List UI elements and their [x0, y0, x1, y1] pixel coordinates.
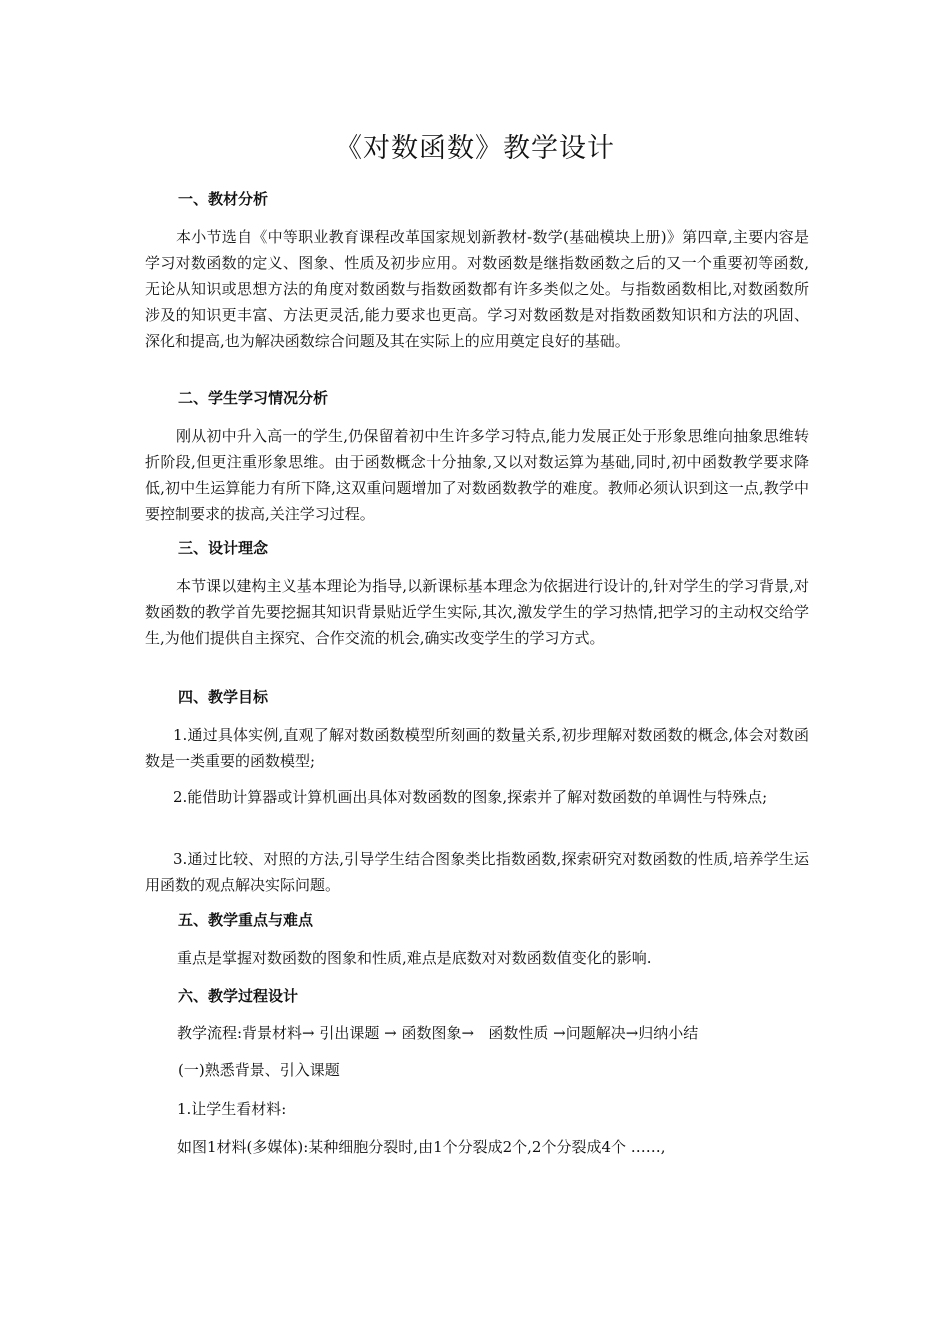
section-heading-key-points: 五、教学重点与难点: [178, 911, 314, 929]
teaching-goal-item: 2.能借助计算器或计算机画出具体对数函数的图象,探索并了解对数函数的单调性与特殊点;: [173, 788, 768, 806]
section-paragraph-design-concept: 本节课以建构主义基本理论为指导,以新课标基本理念为依据进行设计的,针对学生的学习背景,对数函数的教学首先要挖掘其知识背景贴近学生实际,其次,激发学生的学习热情,把学习的主动权交给学生,为他们提供自主探究、合作交流的机会,确实改变学生的学习方式。: [145, 577, 809, 647]
teaching-flow-line: 教学流程:背景材料→ 引出课题 → 函数图象→ 函数性质 →问题解决→归纳小结: [177, 1024, 699, 1042]
section-heading-student-analysis: 二、学生学习情况分析: [178, 389, 329, 407]
subsection-heading: (一)熟悉背景、引入课题: [178, 1061, 340, 1079]
teaching-goal-item: 3.通过比较、对照的方法,引导学生结合图象类比指数函数,探索研究对数函数的性质,培养学生运用函数的观点解决实际问题。: [145, 850, 809, 894]
process-step-line: 1.让学生看材料:: [177, 1100, 287, 1118]
section-heading-teaching-goals: 四、教学目标: [178, 688, 269, 706]
section-heading-process-design: 六、教学过程设计: [178, 987, 299, 1005]
section-heading-textbook-analysis: 一、教材分析: [178, 190, 269, 208]
document-title: 《对数函数》教学设计: [335, 133, 615, 164]
section-heading-design-concept: 三、设计理念: [178, 539, 269, 557]
section-paragraph-key-points: 重点是掌握对数函数的图象和性质,难点是底数对对数函数值变化的影响.: [177, 949, 652, 967]
section-paragraph-textbook-analysis: 本小节选自《中等职业教育课程改革国家规划新教材-数学(基础模块上册)》第四章,主要内容是学习对数函数的定义、图象、性质及初步应用。对数函数是继指数函数之后的又一个重要初等函数,无论从知识或思想方法的角度对数函数与指数函数都有许多类似之处。与指数函数相比,对数函数所涉及的知识更丰富、方法更灵活,能力要求也更高。学习对数函数是对指数函数知识和方法的巩固、深化和提高,也为解决函数综合问题及其在实际上的应用奠定良好的基础。: [145, 228, 809, 350]
teaching-goal-item: 1.通过具体实例,直观了解对数函数模型所刻画的数量关系,初步理解对数函数的概念,体会对数函数是一类重要的函数模型;: [145, 726, 809, 770]
material-description-line: 如图1材料(多媒体):某种细胞分裂时,由1个分裂成2个,2个分裂成4个 ……,: [177, 1138, 666, 1156]
section-paragraph-student-analysis: 刚从初中升入高一的学生,仍保留着初中生许多学习特点,能力发展正处于形象思维向抽象思维转折阶段,但更注重形象思维。由于函数概念十分抽象,又以对数运算为基础,同时,初中函数教学要求降低,初中生运算能力有所下降,这双重问题增加了对数函数教学的难度。教师必须认识到这一点,教学中要控制要求的拔高,关注学习过程。: [145, 427, 809, 523]
